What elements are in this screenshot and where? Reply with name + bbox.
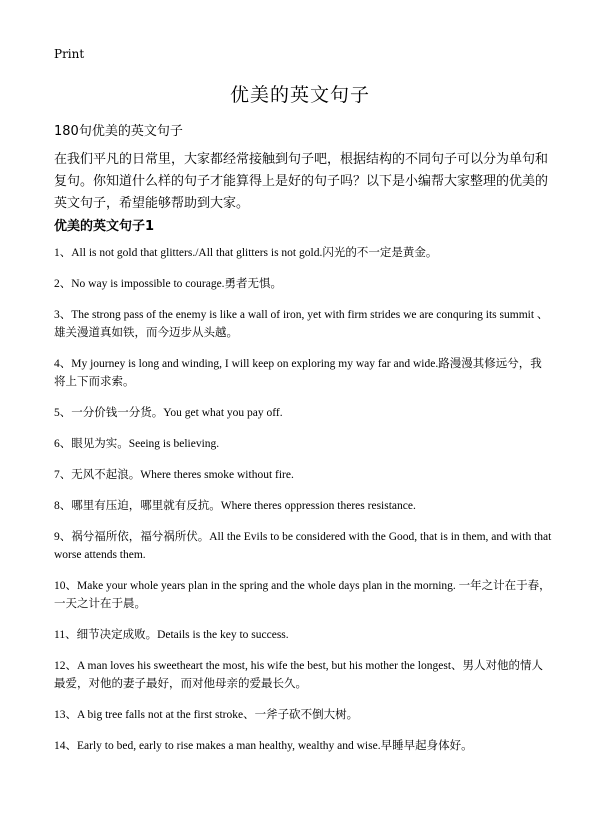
- sentence-text: A big tree falls not at the first stroke、一斧子砍不倒大树。: [77, 709, 359, 721]
- sentence-number: 8、: [54, 500, 72, 512]
- sentence-number: 3、: [54, 309, 72, 321]
- sentence-item: [54, 497, 552, 515]
- subtitle: 180句优美的英文句子: [54, 124, 183, 139]
- sentence-item: [54, 244, 552, 262]
- sentence-text: 哪里有压迫，哪里就有反抗。Where theres oppression theres resistance.: [71, 500, 416, 512]
- sentence-text: 一分价钱一分货。You get what you pay off.: [71, 407, 283, 419]
- section-heading: 优美的英文句子1: [54, 219, 155, 234]
- sentence-number: 13、: [54, 709, 77, 721]
- sentence-text: Make your whole years plan in the spring and the whole days plan in the morning. 一年之计在于春，一天之计在于晨。: [54, 580, 551, 610]
- sentence-text: 细节决定成败。Details is the key to success.: [76, 629, 289, 641]
- sentence-item: [54, 657, 552, 693]
- sentence-text: 祸兮福所依，福兮祸所伏。All the Evils to be considered with the Good, that is in them, and with that worse attends them.: [54, 531, 552, 561]
- sentence-number: 10、: [54, 580, 77, 592]
- sentence-item: [54, 435, 552, 453]
- sentence-text: My journey is long and winding, I will keep on exploring my way far and wide.路漫漫其修远兮，我将上下而求索。: [54, 358, 542, 388]
- sentence-number: 4、: [54, 358, 72, 370]
- sentence-item: [54, 275, 552, 293]
- sentence-item: [54, 306, 552, 342]
- sentence-item: [54, 626, 552, 644]
- sentence-number: 9、: [54, 531, 72, 543]
- sentence-text: Early to bed, early to rise makes a man healthy, wealthy and wise.早睡早起身体好。: [77, 740, 473, 752]
- sentence-text: The strong pass of the enemy is like a wall of iron, yet with firm strides we are conquring its summit 、雄关漫道真如铁，而今迈步从头越。: [54, 309, 549, 339]
- page-title: 优美的英文句子: [229, 84, 370, 106]
- sentence-number: 14、: [54, 740, 77, 752]
- sentence-text: No way is impossible to courage.勇者无惧。: [71, 278, 283, 290]
- sentence-text: All is not gold that glitters./All that glitters is not gold.闪光的不一定是黄金。: [71, 247, 438, 259]
- sentence-item: [54, 737, 552, 755]
- sentence-item: [54, 528, 552, 564]
- sentence-number: 11、: [54, 629, 77, 641]
- sentence-number: 5、: [54, 407, 72, 419]
- intro-paragraph: 在我们平凡的日常里，大家都经常接触到句子吧，根据结构的不同句子可以分为单句和复句。你知道什么样的句子才能算得上是好的句子吗？以下是小编帮大家整理的优美的英文句子，希望能够帮助到大家。: [54, 152, 549, 211]
- sentence-item: [54, 355, 552, 391]
- sentence-item: [54, 466, 552, 484]
- sentence-number: 2、: [54, 278, 72, 290]
- sentence-text: 无风不起浪。Where theres smoke without fire.: [71, 469, 294, 481]
- sentence-number: 12、: [54, 660, 77, 672]
- sentence-number: 1、: [54, 247, 72, 259]
- sentence-number: 7、: [54, 469, 72, 481]
- sentence-item: [54, 706, 552, 724]
- sentence-list: [54, 244, 552, 768]
- print-label[interactable]: Print: [54, 47, 85, 61]
- sentence-text: A man loves his sweetheart the most, his wife the best, but his mother the longest、男人对他的情人最爱，对他的妻子最好，而对他母亲的爱最长久。: [54, 660, 544, 690]
- sentence-text: 眼见为实。Seeing is believing.: [71, 438, 220, 450]
- sentence-item: [54, 577, 552, 613]
- sentence-item: [54, 404, 552, 422]
- sentence-number: 6、: [54, 438, 72, 450]
